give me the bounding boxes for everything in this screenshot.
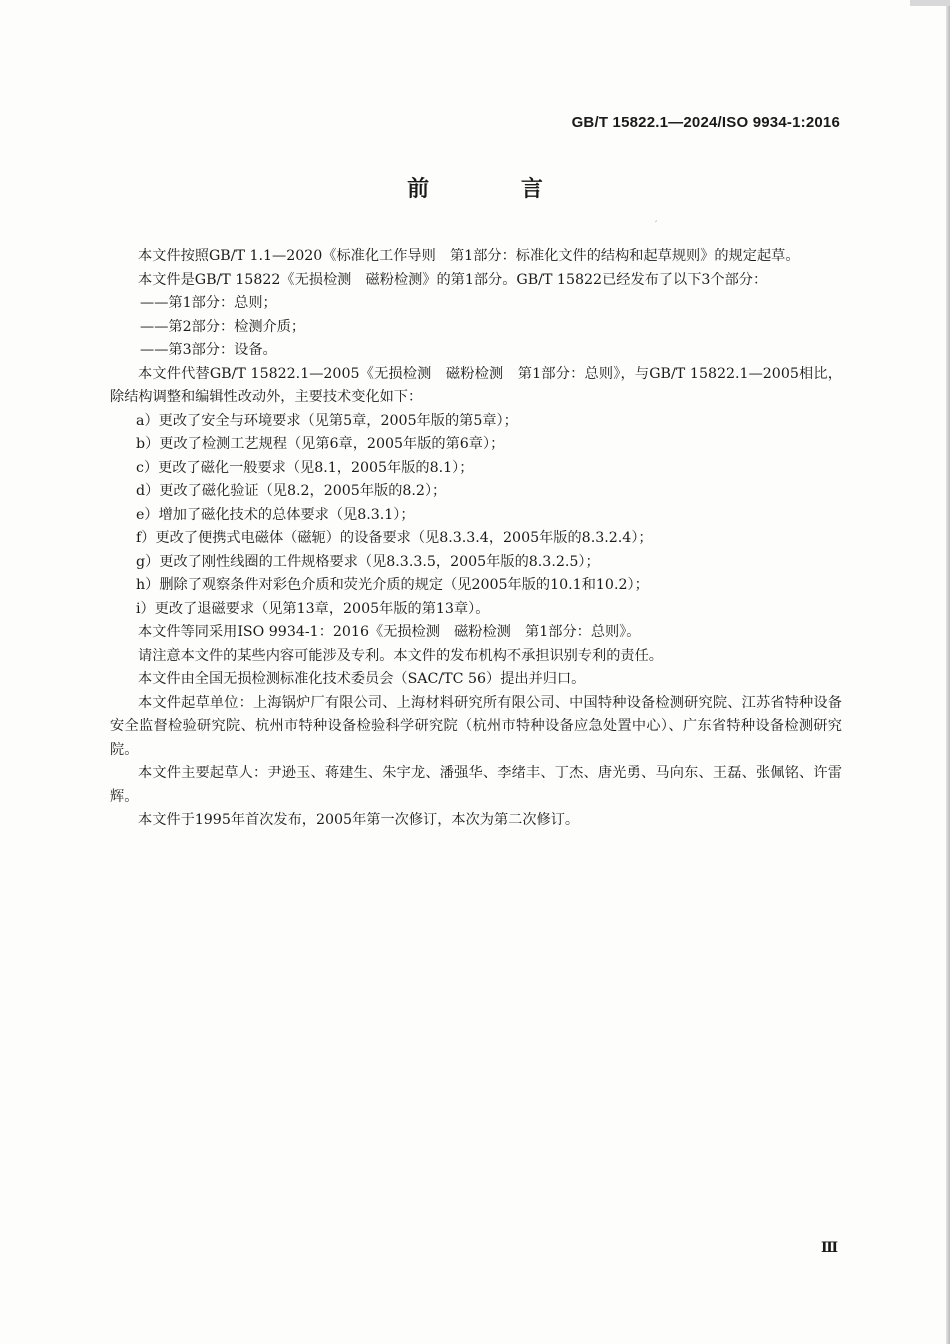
page-number: Ⅲ — [820, 1240, 838, 1256]
paragraph-replaces: 本文件代替GB/T 15822.1—2005《无损检测 磁粉检测 第1部分：总则》，与GB/T 15822.1—2005相比，除结构调整和编辑性改动外，主要技术变化如下： — [110, 365, 842, 405]
list-item-part-2: ——第2部分：检测介质； — [140, 318, 306, 335]
change-item-d: d）更改了磁化验证（见8.2，2005年版的8.2）； — [136, 483, 447, 499]
list-item-part-3: ——第3部分：设备。 — [140, 342, 277, 358]
standard-code-header: GB/T 15822.1—2024/ISO 9934-1:2016 — [571, 114, 840, 131]
change-item-c: c）更改了磁化一般要求（见8.1，2005年版的8.1）； — [136, 459, 474, 476]
paragraph-drafting-rules: 本文件按照GB/T 1.1—2020《标准化工作导则 第1部分：标准化文件的结构和起草规则》的规定起草。 — [138, 248, 800, 264]
scan-speck: ′ — [655, 220, 658, 231]
change-item-i: i）更改了退磁要求（见第13章，2005年版的第13章）。 — [136, 600, 490, 617]
paragraph-series-parts: 本文件是GB/T 15822《无损检测 磁粉检测》的第1部分。GB/T 15822已经发布了以下3个部分： — [138, 271, 768, 288]
paragraph-patent-notice: 请注意本文件的某些内容可能涉及专利。本文件的发布机构不承担识别专利的责任。 — [138, 647, 663, 664]
paragraph-history: 本文件于1995年首次发布，2005年第一次修订，本次为第二次修订。 — [138, 812, 580, 828]
page-title: 前 言 — [407, 177, 585, 202]
foreword-body — [110, 245, 842, 833]
paragraph-iso-equivalence: 本文件等同采用ISO 9934-1：2016《无损检测 磁粉检测 第1部分：总则》。 — [138, 624, 641, 640]
change-item-a: a）更改了安全与环境要求（见第5章，2005年版的第5章）； — [136, 412, 518, 429]
paragraph-drafters: 本文件主要起草人：尹逊玉、蒋建生、朱宇龙、潘强华、李绪丰、丁杰、唐光勇、马向东、王磊、张佩铭、许雷辉。 — [110, 765, 842, 805]
page-corner-shadow — [910, 0, 950, 6]
paragraph-committee: 本文件由全国无损检测标准化技术委员会（SAC/TC 56）提出并归口。 — [138, 671, 586, 687]
change-item-g: g）更改了刚性线圈的工件规格要求（见8.3.3.5，2005年版的8.3.2.5）； — [136, 553, 600, 570]
change-item-e: e）增加了磁化技术的总体要求（见8.3.1）； — [136, 506, 415, 523]
change-item-f: f）更改了便携式电磁体（磁轭）的设备要求（见8.3.3.4，2005年版的8.3.2.4）； — [136, 530, 653, 546]
list-item-part-1: ——第1部分：总则； — [140, 295, 277, 311]
change-item-h: h）删除了观察条件对彩色介质和荧光介质的规定（见2005年版的10.1和10.2）； — [136, 577, 649, 593]
change-item-b: b）更改了检测工艺规程（见第6章，2005年版的第6章）； — [136, 436, 505, 452]
paragraph-drafting-units: 本文件起草单位：上海锅炉厂有限公司、上海材料研究所有限公司、中国特种设备检测研究院、江苏省特种设备安全监督检验研究院、杭州市特种设备检验科学研究院（杭州市特种设备应急处置中心）、广东省特种设备检测研究院。 — [110, 694, 842, 758]
